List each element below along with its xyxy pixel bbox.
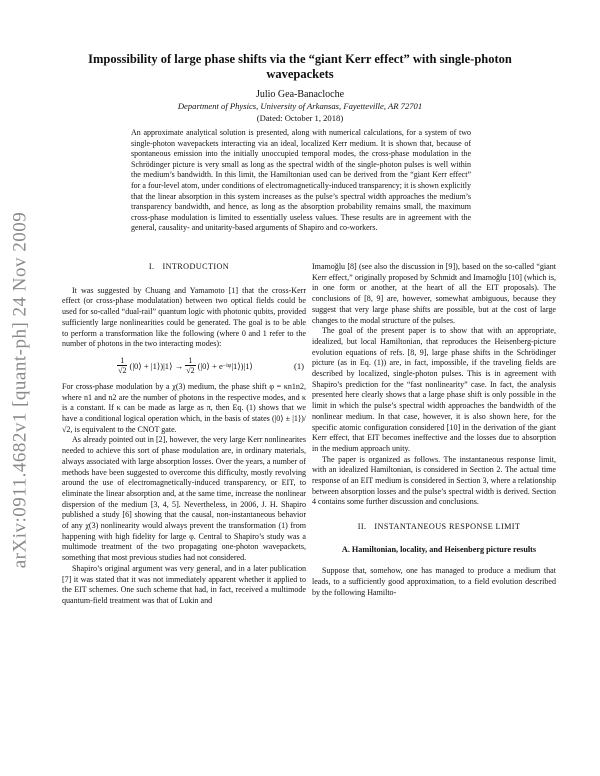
fraction-numerator: 1 — [120, 356, 125, 366]
section-number: I. — [148, 262, 155, 271]
paragraph: For cross-phase modulation by a χ(3) medium, the phase shift φ = κn1n2, where n1 and n2 are the number of photons in the respective modes, and κ is a constant. If κ can be made as large as π, then Eq. (1) shows that we have a conditional logical operation which, in the basis of states (|0⟩ ± |1⟩)/√2, is equivalent to the CNOT gate. — [62, 381, 306, 434]
abstract: An approximate analytical solution is presented, along with numerical calculations, for a system of two single-photon wavepackets interacting via an ideal, localized Kerr medium. It is shown that, because of spontaneous emission into the initially unoccupied temporal modes, the cross-phase modulation in the Schrödinger picture is very small as long as the spectral width of the single-photon pulses is well within the medium’s bandwidth. In this limit, the Hamiltonian used can be derived from the “giant Kerr effect” for a four-level atom, under conditions of electromagnetically-induced transparency; it is shown explicitly that the linear absorption in this system increases as the pulse’s spectral width approaches the medium’s transparency bandwidth, and hence, as long as the absorption probability remains small, the maximum cross-phase modulation is limited to essentially useless values. These results are in agreement with the general, causality- and unitarity-based arguments of Shapiro and co-workers. — [131, 128, 471, 233]
equation-number: (1) — [293, 360, 304, 371]
equation-lhs: (|0⟩ + |1⟩)|1⟩ → — [129, 360, 184, 371]
fraction-numerator: 1 — [188, 356, 193, 366]
section-number: II. — [357, 522, 367, 532]
author-name: Julio Gea-Banacloche — [255, 89, 345, 100]
equation-rhs: (|0⟩ + e — [197, 360, 223, 371]
author-affiliation: Department of Physics, University of Arkansas, Fayetteville, AR 72701 — [177, 101, 423, 111]
fraction — [117, 356, 127, 375]
paragraph: As already pointed out in [2], however, the very large Kerr nonlinearites needed to achieve this sort of phase modulation are, in ordinary materials, always associated with large absorption losses. Over the years, a number of methods have been suggested to overcome this difficulty, mostly revolving around the use of electromagnetically-induced transparency, or EIT, to eliminate the linear absorption and, at the same time, increase the nonlinear dispersion of the medium [3, 4, 5]. Nevertheless, in 2006, J. H. Shapiro published a study [6] showing that the causal, non-instantaneous behavior of any χ(3) nonlinearity would always prevent the transformation (1) from happening with high fidelity for large φ. Central to Shapiro’s study was a multimode treatment of the two propagating one-photon wavepackets, something that most previous studies had not considered. — [62, 435, 306, 563]
paragraph: Imamoğlu [8] (see also the discussion in [9]), based on the so-called “giant Kerr effect,” originally proposed by Schmidt and Imamoğlu [10] (which is, in one form or another, at the heart of all the EIT proposals). The conclusions of [8, 9] are, however, somewhat ambiguous, because they suggest that very large phase shifts are possible, but at the cost of large changes to the modal structure of the pulses. — [312, 262, 556, 325]
fraction-denominator: √2 — [118, 366, 127, 376]
section-heading-introduction — [62, 262, 306, 273]
equation-exponent: −iφ — [222, 362, 232, 369]
paragraph: Suppose that, somehow, one has managed to produce a medium that leads, to a sufficiently good approximation, to a field evolution described by the following Hamilto- — [312, 566, 556, 597]
paragraph: Shapiro’s original argument was very general, and in a later publication [7] it was stated that it was not immediately apparent whether it applied to the EIT schemes. One such scheme that had, in fact, received a multimode quantum-field treatment was that of Lukin and — [62, 563, 306, 605]
section-title: INTRODUCTION — [162, 262, 230, 271]
fraction-denominator: √2 — [186, 366, 195, 376]
paper-title: Impossibility of large phase shifts via the “giant Kerr effect” with single-photon wavepackets — [88, 52, 512, 81]
subsection-heading: A. Hamiltonian, locality, and Heisenberg picture results — [341, 544, 537, 554]
arxiv-identifier-text: arXiv:0911.4682v1 [quant-ph] 24 Nov 2009 — [9, 211, 30, 569]
equation-1 — [62, 353, 306, 379]
arxiv-identifier — [8, 190, 32, 590]
equation-tail: |1⟩)|1⟩ — [231, 360, 253, 371]
paragraph: It was suggested by Chuang and Yamamoto [1] that the cross-Kerr effect (or cross-phase modulatation) between two optical fields could be used for so-called “dual-rail” quantum logic with photonic qubits, provided sufficiently large nonlinearities could be generated. The goal is to be able to perform a transformation like the following (where 0 and 1 refer to the number of photons in the two interacting modes): — [62, 285, 306, 349]
right-column — [312, 262, 556, 599]
section-heading-instantaneous-response — [312, 522, 556, 533]
fraction — [185, 356, 195, 375]
section-title: INSTANTANEOUS RESPONSE LIMIT — [374, 522, 521, 532]
paragraph: The paper is organized as follows. The instantaneous response limit, with an idealized Hamiltonian, is considered in Section 2. The actual time response of an EIT medium is considered in Section 3, where a relationship between absorption losses and the pulse’s spectral width is derived. Section 4 contains some further discussion and conclusions. — [312, 454, 556, 507]
left-column — [62, 262, 306, 607]
paragraph: The goal of the present paper is to show that with an appropriate, idealized, but local Hamiltonian, that reproduces the Heisenberg-picture evolution equations of refs. [8, 9], large phase shifts in the Schrödinger picture (as in Eq. (1)) are, in fact, impossible, if the traveling fields are described by localized, single-photon pulses. This is in agreement with Shapiro’s prediction for the “fast nonlinearity” case. In fact, the analysis presented here clearly shows that a large phase shift is only possible in the limit in which the pulse’s spectral width approaches the bandwidth of the nonlinear medium. In that case, however, it is also shown here, for the specific atomic configuration considered [10] in the derivation of the giant Kerr effect, that EIT becomes ineffective and the losses due to absorption in the medium approach unity. — [312, 326, 556, 453]
date-line: (Dated: October 1, 2018) — [256, 113, 344, 123]
